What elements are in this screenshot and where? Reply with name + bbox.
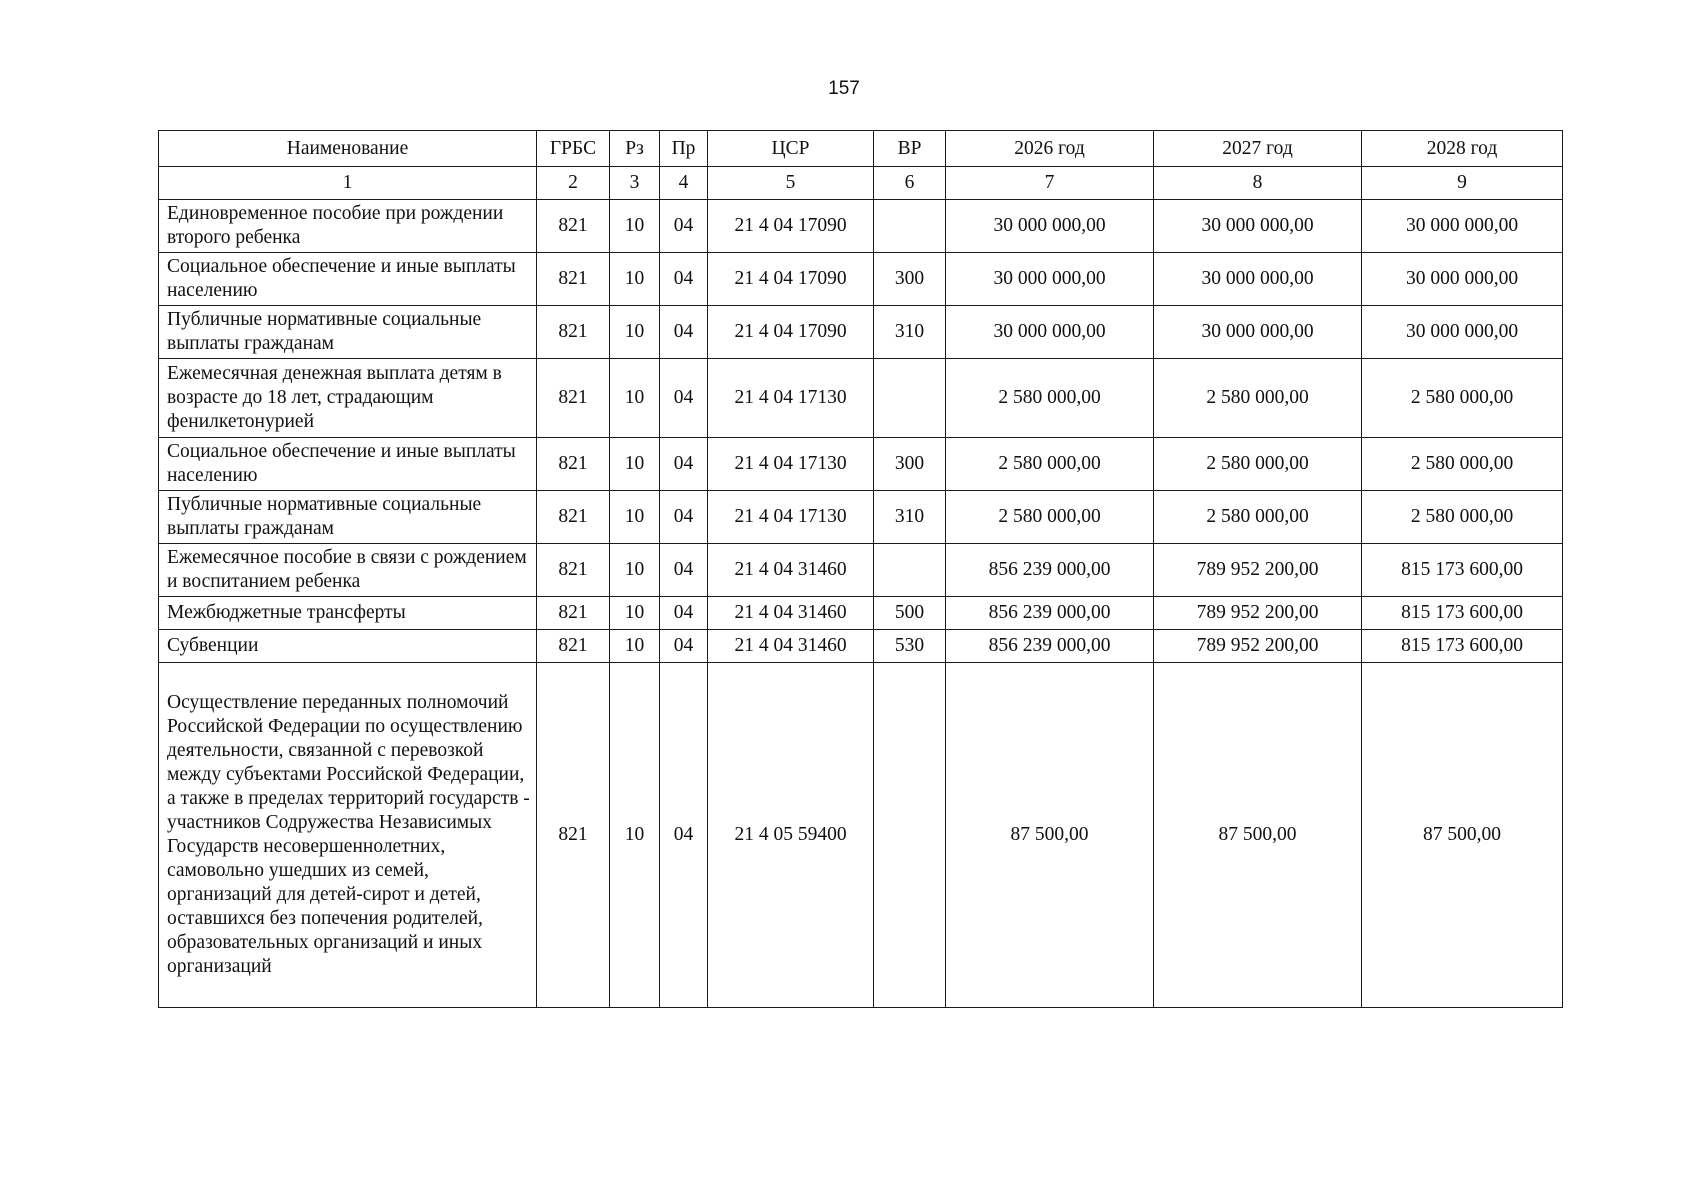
cell-2028: 815 173 600,00 bbox=[1362, 544, 1563, 597]
cell-name: Социальное обеспечение и иные выплаты населению bbox=[159, 438, 537, 491]
cell-pr: 04 bbox=[660, 597, 708, 630]
cell-vr bbox=[874, 200, 946, 253]
cell-rz: 10 bbox=[610, 491, 660, 544]
table-row bbox=[159, 491, 1563, 544]
column-number-row bbox=[159, 167, 1563, 200]
cell-csr: 21 4 04 31460 bbox=[708, 630, 874, 663]
cell-csr: 21 4 04 17090 bbox=[708, 306, 874, 359]
cell-pr: 04 bbox=[660, 438, 708, 491]
header-2028: 2028 год bbox=[1362, 131, 1563, 167]
cell-name: Ежемесячная денежная выплата детям в возрасте до 18 лет, страдающим фенилкетонурией bbox=[159, 359, 537, 438]
budget-table bbox=[158, 130, 1563, 1008]
cell-2027: 2 580 000,00 bbox=[1154, 491, 1362, 544]
header-csr: ЦСР bbox=[708, 131, 874, 167]
cell-2026: 30 000 000,00 bbox=[946, 200, 1154, 253]
table-row bbox=[159, 359, 1563, 438]
header-row bbox=[159, 131, 1563, 167]
cell-rz: 10 bbox=[610, 597, 660, 630]
cell-rz: 10 bbox=[610, 630, 660, 663]
cell-rz: 10 bbox=[610, 306, 660, 359]
cell-2027: 87 500,00 bbox=[1154, 663, 1362, 1008]
cell-vr bbox=[874, 663, 946, 1008]
cell-grbs: 821 bbox=[537, 200, 610, 253]
cell-2026: 856 239 000,00 bbox=[946, 597, 1154, 630]
cell-grbs: 821 bbox=[537, 359, 610, 438]
column-number: 1 bbox=[159, 167, 537, 200]
cell-vr: 500 bbox=[874, 597, 946, 630]
cell-2028: 87 500,00 bbox=[1362, 663, 1563, 1008]
cell-vr: 310 bbox=[874, 306, 946, 359]
cell-2027: 2 580 000,00 bbox=[1154, 359, 1362, 438]
cell-2028: 815 173 600,00 bbox=[1362, 597, 1563, 630]
cell-name: Осуществление переданных полномочий Российской Федерации по осуществлению деятельности, связанной с перевозкой между субъектами Российской Федерации, а также в пределах территорий государств - участников Содружества Независимых Государств несовершеннолетних, самовольно ушедших из семей, организаций для детей-сирот и детей, оставшихся без попечения родителей, образовательных организаций и иных организаций bbox=[159, 663, 537, 1008]
table-row bbox=[159, 306, 1563, 359]
table-row bbox=[159, 200, 1563, 253]
header-2026: 2026 год bbox=[946, 131, 1154, 167]
page-number: 157 bbox=[828, 78, 860, 99]
cell-name: Публичные нормативные социальные выплаты гражданам bbox=[159, 306, 537, 359]
cell-grbs: 821 bbox=[537, 597, 610, 630]
cell-name: Социальное обеспечение и иные выплаты населению bbox=[159, 253, 537, 306]
cell-vr: 300 bbox=[874, 438, 946, 491]
cell-csr: 21 4 04 31460 bbox=[708, 544, 874, 597]
column-number: 5 bbox=[708, 167, 874, 200]
cell-2028: 30 000 000,00 bbox=[1362, 306, 1563, 359]
table-row bbox=[159, 253, 1563, 306]
cell-2027: 789 952 200,00 bbox=[1154, 597, 1362, 630]
cell-2028: 30 000 000,00 bbox=[1362, 253, 1563, 306]
column-number: 8 bbox=[1154, 167, 1362, 200]
cell-2026: 30 000 000,00 bbox=[946, 253, 1154, 306]
cell-2027: 30 000 000,00 bbox=[1154, 200, 1362, 253]
cell-vr: 530 bbox=[874, 630, 946, 663]
cell-grbs: 821 bbox=[537, 544, 610, 597]
cell-pr: 04 bbox=[660, 253, 708, 306]
cell-csr: 21 4 04 17130 bbox=[708, 491, 874, 544]
cell-csr: 21 4 04 17090 bbox=[708, 200, 874, 253]
header-rz: Рз bbox=[610, 131, 660, 167]
table-row bbox=[159, 438, 1563, 491]
cell-vr: 310 bbox=[874, 491, 946, 544]
cell-2027: 2 580 000,00 bbox=[1154, 438, 1362, 491]
cell-name: Ежемесячное пособие в связи с рождением и воспитанием ребенка bbox=[159, 544, 537, 597]
column-number: 7 bbox=[946, 167, 1154, 200]
cell-2027: 30 000 000,00 bbox=[1154, 306, 1362, 359]
cell-csr: 21 4 04 17130 bbox=[708, 359, 874, 438]
column-number: 2 bbox=[537, 167, 610, 200]
cell-2027: 789 952 200,00 bbox=[1154, 544, 1362, 597]
table-row bbox=[159, 663, 1563, 1008]
cell-pr: 04 bbox=[660, 200, 708, 253]
header-vr: ВР bbox=[874, 131, 946, 167]
cell-vr: 300 bbox=[874, 253, 946, 306]
table-body bbox=[159, 200, 1563, 1008]
cell-csr: 21 4 04 31460 bbox=[708, 597, 874, 630]
column-number: 9 bbox=[1362, 167, 1563, 200]
cell-pr: 04 bbox=[660, 491, 708, 544]
cell-vr bbox=[874, 544, 946, 597]
header-grbs: ГРБС bbox=[537, 131, 610, 167]
cell-2028: 2 580 000,00 bbox=[1362, 438, 1563, 491]
cell-2026: 856 239 000,00 bbox=[946, 630, 1154, 663]
cell-2028: 815 173 600,00 bbox=[1362, 630, 1563, 663]
cell-2026: 87 500,00 bbox=[946, 663, 1154, 1008]
cell-rz: 10 bbox=[610, 438, 660, 491]
cell-vr bbox=[874, 359, 946, 438]
cell-grbs: 821 bbox=[537, 253, 610, 306]
cell-2027: 30 000 000,00 bbox=[1154, 253, 1362, 306]
column-number: 3 bbox=[610, 167, 660, 200]
table-row bbox=[159, 630, 1563, 663]
cell-2028: 2 580 000,00 bbox=[1362, 491, 1563, 544]
cell-grbs: 821 bbox=[537, 491, 610, 544]
cell-grbs: 821 bbox=[537, 438, 610, 491]
cell-2028: 30 000 000,00 bbox=[1362, 200, 1563, 253]
cell-2026: 2 580 000,00 bbox=[946, 491, 1154, 544]
header-2027: 2027 год bbox=[1154, 131, 1362, 167]
table-row bbox=[159, 544, 1563, 597]
cell-pr: 04 bbox=[660, 630, 708, 663]
cell-2027: 789 952 200,00 bbox=[1154, 630, 1362, 663]
header-name: Наименование bbox=[159, 131, 537, 167]
cell-pr: 04 bbox=[660, 544, 708, 597]
cell-name: Межбюджетные трансферты bbox=[159, 597, 537, 630]
cell-grbs: 821 bbox=[537, 630, 610, 663]
cell-csr: 21 4 05 59400 bbox=[708, 663, 874, 1008]
cell-rz: 10 bbox=[610, 359, 660, 438]
cell-grbs: 821 bbox=[537, 663, 610, 1008]
cell-grbs: 821 bbox=[537, 306, 610, 359]
column-number: 4 bbox=[660, 167, 708, 200]
cell-rz: 10 bbox=[610, 200, 660, 253]
cell-name: Публичные нормативные социальные выплаты гражданам bbox=[159, 491, 537, 544]
cell-name: Субвенции bbox=[159, 630, 537, 663]
cell-pr: 04 bbox=[660, 306, 708, 359]
cell-name: Единовременное пособие при рождении второго ребенка bbox=[159, 200, 537, 253]
cell-rz: 10 bbox=[610, 663, 660, 1008]
cell-2028: 2 580 000,00 bbox=[1362, 359, 1563, 438]
column-number: 6 bbox=[874, 167, 946, 200]
cell-pr: 04 bbox=[660, 663, 708, 1008]
cell-csr: 21 4 04 17130 bbox=[708, 438, 874, 491]
table-row bbox=[159, 597, 1563, 630]
cell-pr: 04 bbox=[660, 359, 708, 438]
cell-2026: 30 000 000,00 bbox=[946, 306, 1154, 359]
cell-rz: 10 bbox=[610, 253, 660, 306]
cell-2026: 2 580 000,00 bbox=[946, 359, 1154, 438]
cell-rz: 10 bbox=[610, 544, 660, 597]
cell-2026: 856 239 000,00 bbox=[946, 544, 1154, 597]
cell-csr: 21 4 04 17090 bbox=[708, 253, 874, 306]
header-pr: Пр bbox=[660, 131, 708, 167]
cell-2026: 2 580 000,00 bbox=[946, 438, 1154, 491]
